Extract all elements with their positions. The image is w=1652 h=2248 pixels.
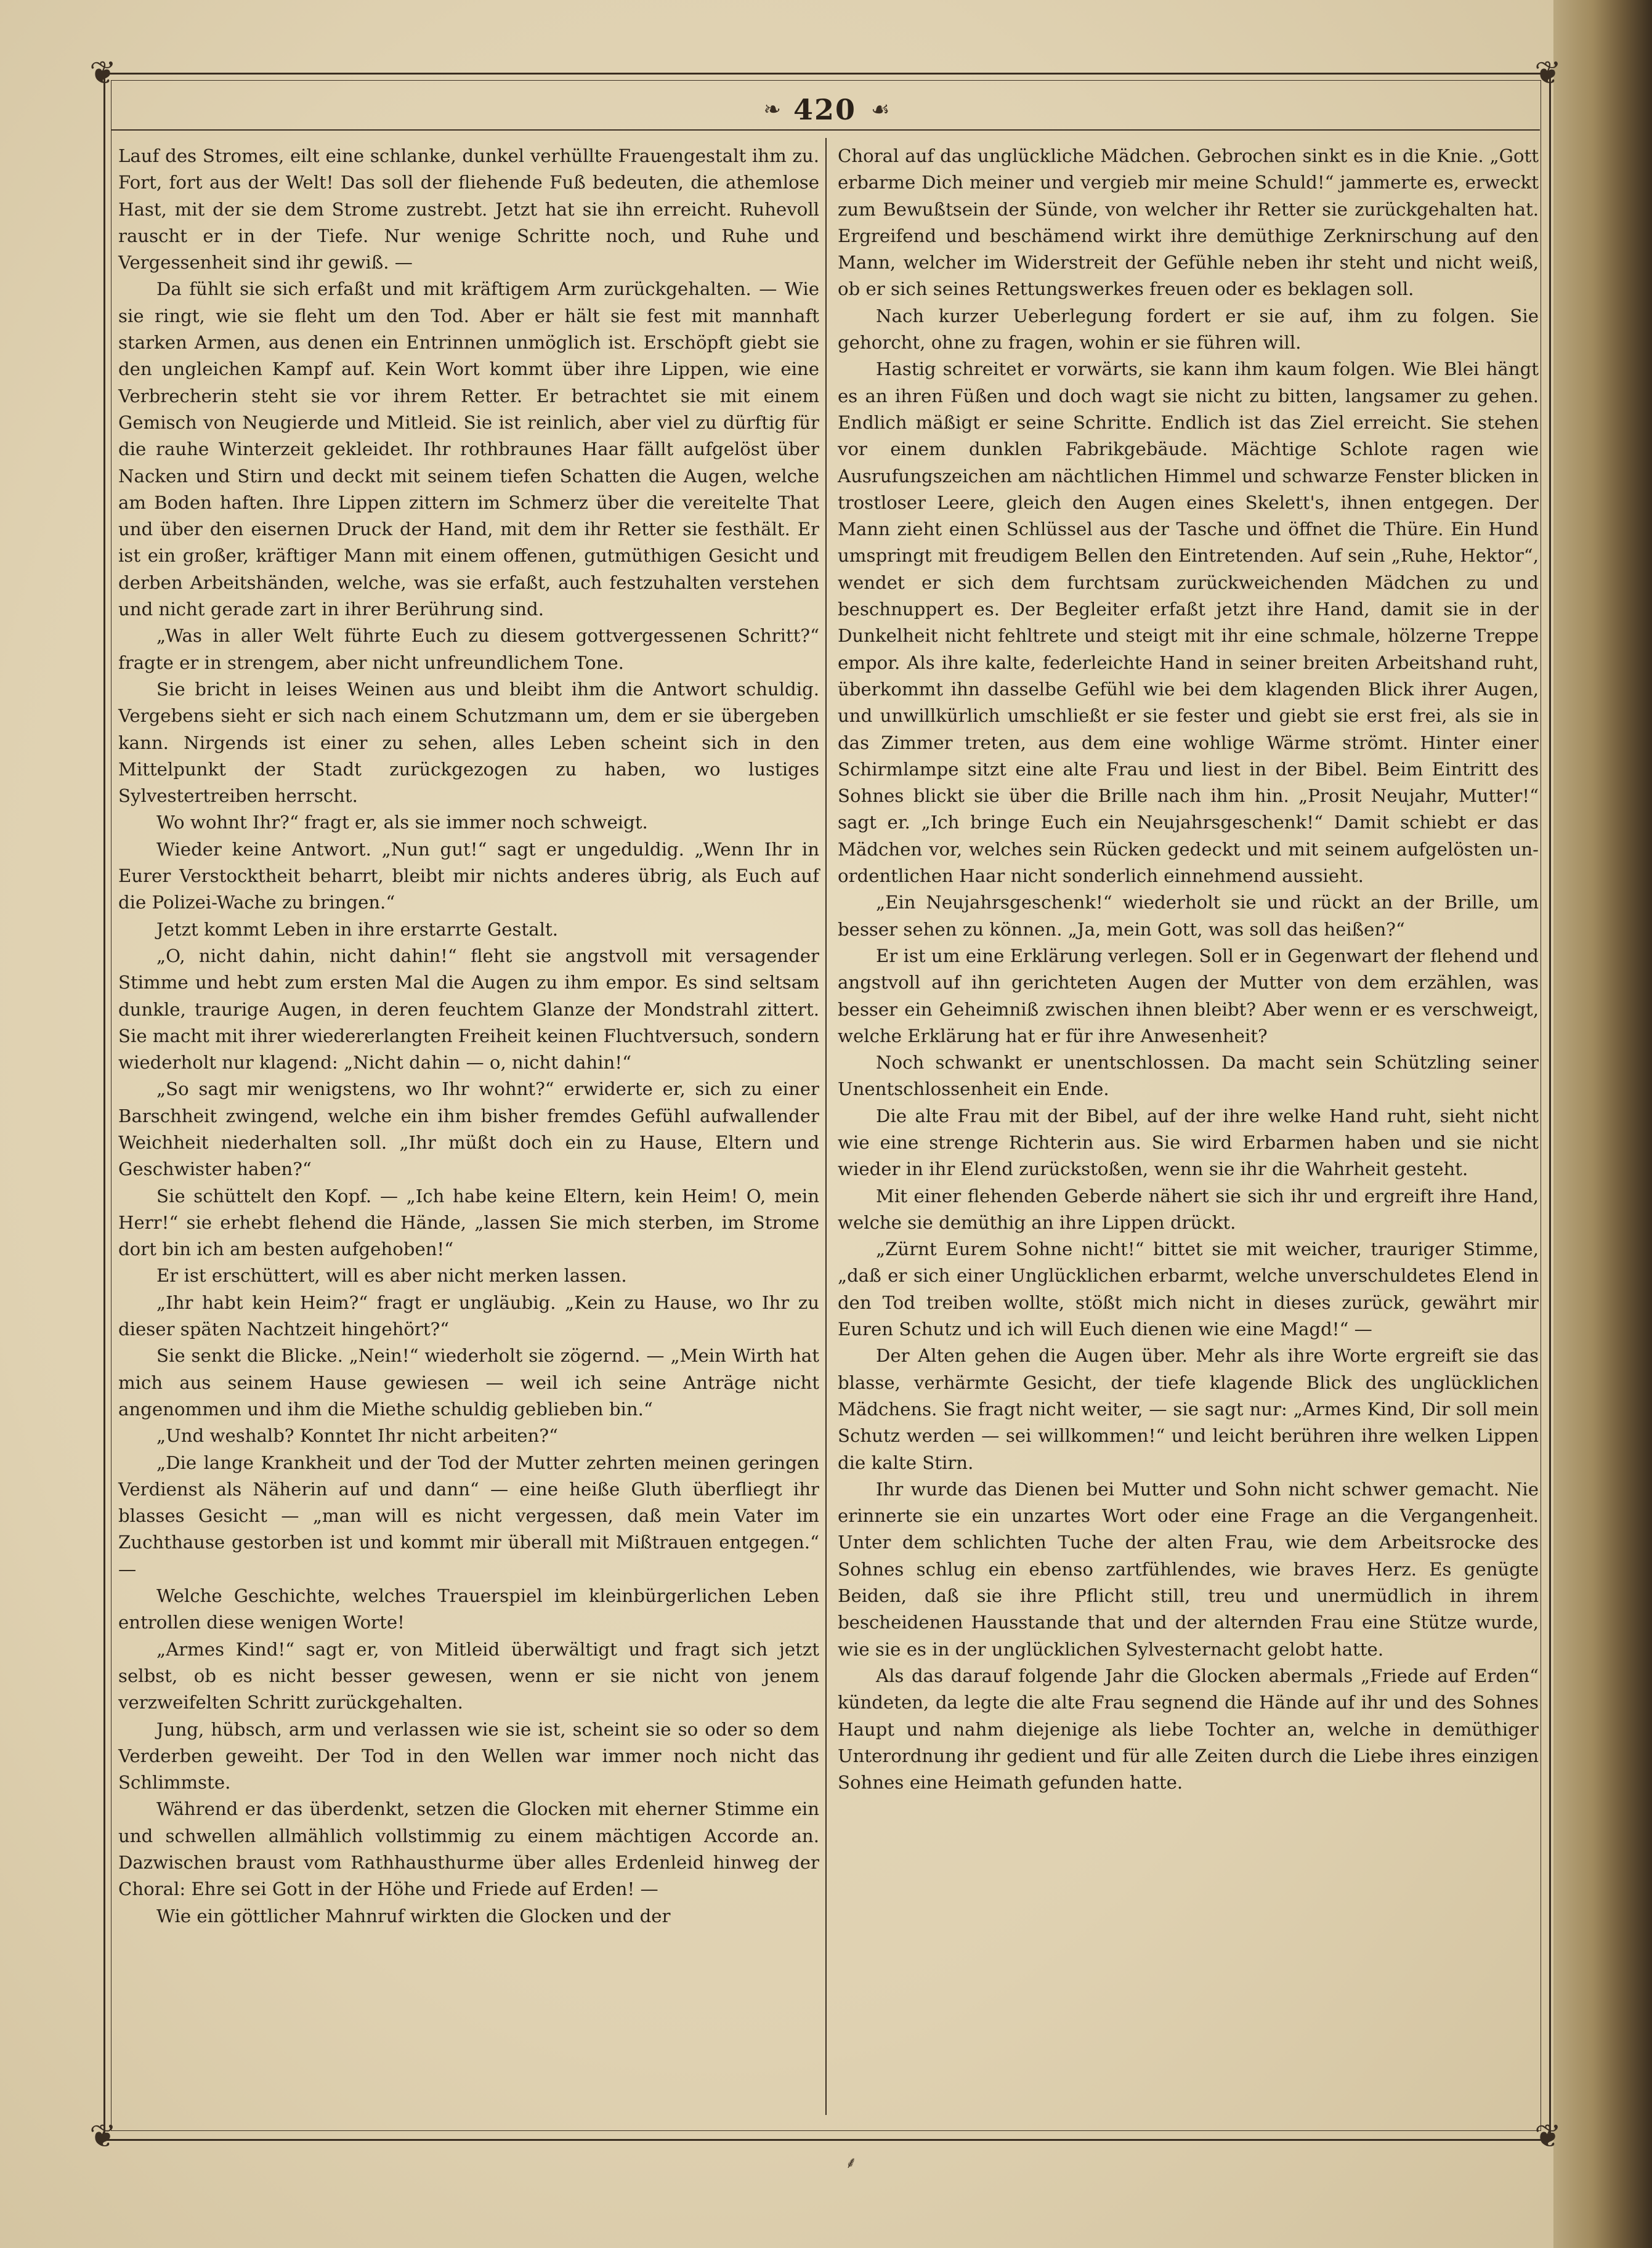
paragraph: Nach kurzer Ueberlegung fordert er sie auf, ihm zu folgen. Sie gehorcht, ohne zu fragen, wohin er sie führen will. bbox=[838, 305, 1539, 354]
paragraph: Da fühlt sie sich erfaßt und mit kräftigem Arm zurückgehalten. — Wie sie ringt, wie sie fleht um den Tod. Aber er hält sie fest mit mannhaft starken Armen, aus denen ein Entrinnen unmöglich ist. Erschöpft giebt sie den ungleichen Kampf auf. Kein Wort kommt über ihre Lippen, wie eine Verbrecherin steht sie vor ihrem Retter. Er betrachtet sie mit einem Gemisch von Neugierde und Mitleid. Sie ist reinlich, aber viel zu dürftig für die rauhe Winterzeit gekleidet. Ihr rothbraunes Haar fällt aufgelöst über Nacken und Stirn und deckt mit seinem tiefen Schatten die Augen, welche am Boden haften. Ihre Lippen zittern im Schmerz über die vereitelte That und über den eisernen Druck der Hand, mit dem ihr Retter sie festhält. Er ist ein großer, kräftiger Mann mit einem offenen, gutmüthigen Gesicht und derben Arbeitshänden, welche, was sie erfaßt, auch festzuhalten verstehen und nicht gerade zart in ihrer Berührung sind. bbox=[118, 278, 819, 620]
left-column bbox=[118, 143, 819, 1930]
paragraph: Ihr wurde das Dienen bei Mutter und Sohn nicht schwer gemacht. Nie erinnerte sie ein unzartes Wort oder eine Frage an die Vergangenheit. Unter dem schlichten Tuche der alten Frau, wie dem Arbeitsrocke des Sohnes schlug ein ebenso zartfühlendes, wie braves Herz. Es genügte Beiden, daß sie ihre Pflicht still, treu und unermüdlich in ihrem bescheidenen Hausstande that und der alternden Frau eine Stütze wurde, wie sie es in der unglücklichen Sylvesternacht gelobt hatte. bbox=[838, 1478, 1539, 1660]
paragraph: Sie senkt die Blicke. „Nein!“ wiederholt sie zögernd. — „Mein Wirth hat mich aus seinem Hause gewiesen — weil ich seine Anträge nicht angenommen und ihm die Miethe schuldig geblieben bin.“ bbox=[118, 1345, 819, 1420]
paragraph: „Zürnt Eurem Sohne nicht!“ bittet sie mit weicher, trauriger Stimme, „daß er sich einer Unglücklichen erbarmt, welche unverschuldetes Elend in den Tod treiben wollte, stößt mich nicht in dieses zurück, gewährt mir Euren Schutz und ich will Euch dienen wie eine Magd!“ — bbox=[838, 1239, 1539, 1340]
ink-mark-icon bbox=[845, 2151, 862, 2162]
corner-ornament-icon: ❦ bbox=[89, 2118, 116, 2155]
header-rule bbox=[111, 129, 1540, 131]
paragraph: „So sagt mir wenigstens, wo Ihr wohnt?“ erwiderte er, sich zu einer Barschheit zwingend, welche ein ihm bisher fremdes Gefühl aufwallender Weichheit niederhalten soll. „Ihr müßt doch ein zu Hause, Eltern und Geschwister haben?“ bbox=[118, 1078, 819, 1180]
paragraph: Wo wohnt Ihr?“ fragt er, als sie immer noch schweigt. bbox=[156, 812, 648, 833]
column-divider bbox=[825, 138, 827, 2115]
paragraph: Choral auf das unglückliche Mädchen. Gebrochen sinkt es in die Knie. „Gott erbarme Dich meiner und vergieb mir meine Schuld!“ jammerte es, erweckt zum Bewußtsein der Sünde, von welcher ihr Retter sie zurückgehalten hat. Ergreifend und beschämend wirkt ihre demüthige Zerknirschung auf den Mann, welcher im Widerstreit der Gefühle neben ihr steht und nicht weiß, ob er sich seines Rettungswerkes freuen oder es beklagen soll. bbox=[838, 145, 1539, 300]
corner-ornament-icon: ❦ bbox=[1534, 2118, 1561, 2155]
paragraph: Als das darauf folgende Jahr die Glocken abermals „Friede auf Erden“ kündeten, da legte die alte Frau segnend die Hände auf ihr und des Sohnes Haupt und nahm diejenige als liebe Tochter an, welche in demüthiger Unterordnung ihr gedient und für alle Zeiten durch die Liebe ihres einzigen Sohnes eine Heimath gefunden hatte. bbox=[838, 1665, 1539, 1793]
corner-ornament-icon: ❦ bbox=[89, 55, 116, 92]
flourish-left-icon: ❧ bbox=[763, 97, 779, 122]
right-column bbox=[838, 143, 1539, 1796]
paragraph: Jetzt kommt Leben in ihre erstarrte Gestalt. bbox=[156, 918, 559, 940]
paragraph: Welche Geschichte, welches Trauerspiel im kleinbürgerlichen Leben entrollen diese wenigen Worte! bbox=[118, 1585, 819, 1633]
paragraph: Der Alten gehen die Augen über. Mehr als ihre Worte ergreift sie das blasse, verhärmte Gesicht, der tiefe klagende Blick des unglücklichen Mädchens. Sie fragt nicht weiter, — sie sagt nur: „Armes Kind, Dir soll mein Schutz werden — sei willkommen!“ und leicht berühren ihre welken Lippen die kalte Stirn. bbox=[838, 1345, 1539, 1473]
paragraph: Jung, hübsch, arm und verlassen wie sie ist, scheint sie so oder so dem Verderben geweiht. Der Tod in den Wellen war immer noch nicht das Schlimmste. bbox=[118, 1718, 819, 1793]
book-spine bbox=[1553, 0, 1652, 2248]
paragraph: „Die lange Krankheit und der Tod der Mutter zehrten meinen geringen Verdienst als Näherin auf und dann“ — eine heiße Gluth überfliegt ihr blasses Gesicht — „man will es nicht vergessen, daß mein Vater im Zuchthause gestorben ist und kommt mir überall mit Mißtrauen entgegen.“ — bbox=[118, 1452, 819, 1580]
paragraph: „Was in aller Welt führte Euch zu diesem gottvergessenen Schritt?“ fragte er in strengem, aber nicht unfreundlichem Tone. bbox=[118, 625, 819, 673]
page-number: 420 bbox=[793, 93, 857, 126]
paragraph: Er ist um eine Erklärung verlegen. Soll er in Gegenwart der flehend und angstvoll auf ihn gerichteten Augen der Mutter von dem erzählen, was besser ein Geheimniß zwischen ihnen bleibt? Aber wenn er es verschweigt, welche Erklärung hat er für ihre Anwesenheit? bbox=[838, 945, 1539, 1046]
paragraph: „O, nicht dahin, nicht dahin!“ fleht sie angstvoll mit versagender Stimme und hebt zum ersten Mal die Augen zu ihm empor. Es sind seltsam dunkle, traurige Augen, in deren feuchtem Glanze der Mondstrahl zittert. Sie macht mit ihrer wiedererlangten Freiheit keinen Fluchtversuch, sondern wiederholt nur klagend: „Nicht dahin — o, nicht dahin!“ bbox=[118, 945, 819, 1073]
corner-ornament-icon: ❦ bbox=[1534, 55, 1561, 92]
paragraph: Hastig schreitet er vorwärts, sie kann ihm kaum folgen. Wie Blei hängt es an ihren Füßen und doch wagt sie nicht zu bitten, langsamer zu gehen. Endlich mäßigt er seine Schritte. Endlich ist das Ziel erreicht. Sie stehen vor einem dunklen Fabrikgebäude. Mächtige Schlote ragen wie Ausrufungszeichen am nächtlichen Himmel und schwarze Fenster blicken in trostloser Leere, gleich den Augen eines Skelett's, ihnen entgegen. Der Mann zieht einen Schlüssel aus der Tasche und öffnet die Thüre. Ein Hund umspringt mit freudigem Bellen den Eintretenden. Auf sein „Ruhe, Hektor“, wendet er sich dem furchtsam zurückweichenden Mädchen zu und beschnuppert es. Der Begleiter erfaßt jetzt ihre Hand, damit sie in der Dunkelheit nicht fehltrete und steigt mit ihr eine schmale, hölzerne Treppe empor. Als ihre kalte, federleichte Hand in seiner breiten Arbeitshand ruht, überkommt ihn dasselbe Gefühl wie bei dem klagenden Blick ihrer Augen, und unwillkürlich umschließt er sie fester und giebt sie erst frei, als sie in das Zimmer treten, aus dem eine wohlige Wärme strömt. Hinter einer Schirmlampe sitzt eine alte Frau und liest in der Bibel. Beim Eintritt des Sohnes blickt sie über die Brille nach ihm hin. „Prosit Neujahr, Mutter!“ sagt er. „Ich bringe Euch ein Neujahrsgeschenk!“ Damit schiebt er das Mädchen vor, welches sein Rücken gedeckt und mit seinem aufgelösten unordentlichen Haar nicht sonderlich einnehmend aussieht. bbox=[838, 358, 1539, 887]
paragraph: „Armes Kind!“ sagt er, von Mitleid überwältigt und fragt sich jetzt selbst, ob es nicht besser gewesen, wenn er sie nicht von jenem verzweifelten Schritt zurückgehalten. bbox=[118, 1638, 819, 1713]
paragraph: „Ihr habt kein Heim?“ fragt er ungläubig. „Kein zu Hause, wo Ihr zu dieser späten Nachtzeit hingehört?“ bbox=[118, 1292, 819, 1340]
paragraph: Wieder keine Antwort. „Nun gut!“ sagt er ungeduldig. „Wenn Ihr in Eurer Verstocktheit beharrt, bleibt mir nichts anderes übrig, als Euch auf die Polizei-Wache zu bringen.“ bbox=[118, 838, 819, 913]
paragraph: Er ist erschüttert, will es aber nicht merken lassen. bbox=[156, 1265, 627, 1287]
paragraph: Die alte Frau mit der Bibel, auf der ihre welke Hand ruht, sieht nicht wie eine strenge Richterin aus. Sie wird Erbarmen haben und sie nicht wieder in ihr Elend zurückstoßen, wenn sie ihr die Wahrheit gesteht. bbox=[838, 1105, 1539, 1180]
paragraph: „Ein Neujahrsgeschenk!“ wiederholt sie und rückt an der Brille, um besser sehen zu können. „Ja, mein Gott, was soll das heißen?“ bbox=[838, 892, 1539, 940]
flourish-right-icon: ☙ bbox=[871, 97, 888, 122]
paragraph: Wie ein göttlicher Mahnruf wirkten die Glocken und der bbox=[156, 1905, 671, 1927]
paragraph: „Und weshalb? Konntet Ihr nicht arbeiten?“ bbox=[156, 1425, 558, 1447]
page-header bbox=[111, 85, 1540, 134]
paragraph: Während er das überdenkt, setzen die Glocken mit eherner Stimme ein und schwellen allmählich vollstimmig zu einem mächtigen Accorde an. Dazwischen braust vom Rathhausthurme über alles Erdenleid hinweg der Choral: Ehre sei Gott in der Höhe und Friede auf Erden! — bbox=[118, 1798, 819, 1900]
paragraph: Mit einer flehenden Geberde nähert sie sich ihr und ergreift ihre Hand, welche sie demüthig an ihre Lippen drückt. bbox=[838, 1185, 1539, 1233]
paragraph: Sie schüttelt den Kopf. — „Ich habe keine Eltern, kein Heim! O, mein Herr!“ sie erhebt flehend die Hände, „lassen Sie mich sterben, im Strome dort bin ich am besten aufgehoben!“ bbox=[118, 1185, 819, 1260]
paragraph: Lauf des Stromes, eilt eine schlanke, dunkel verhüllte Frauengestalt ihm zu. Fort, fort aus der Welt! Das soll der fliehende Fuß bedeuten, die athemlose Hast, mit der sie dem Strome zustrebt. Jetzt hat sie ihn erreicht. Ruhevoll rauscht er in der Tiefe. Nur wenige Schritte noch, und Ruhe und Vergessenheit sind ihr gewiß. — bbox=[118, 145, 819, 273]
paragraph: Noch schwankt er unentschlossen. Da macht sein Schützling seiner Unentschlossenheit ein Ende. bbox=[838, 1052, 1539, 1100]
paragraph: Sie bricht in leises Weinen aus und bleibt ihm die Antwort schuldig. Vergebens sieht er sich nach einem Schutzmann um, dem er sie übergeben kann. Nirgends ist einer zu sehen, alles Leben scheint sich in den Mittelpunkt der Stadt zurückgezogen zu haben, wo lustiges Sylvestertreiben herrscht. bbox=[118, 678, 819, 807]
